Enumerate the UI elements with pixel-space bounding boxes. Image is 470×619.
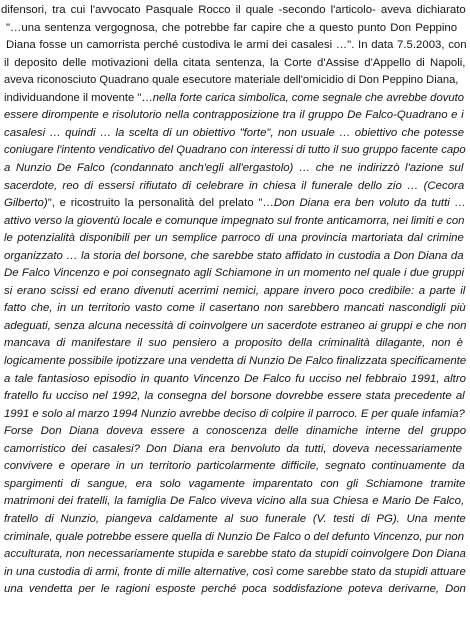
italic-quote-text: essere dirompente e risolutorio nella contrapposizione tra il gruppo De Falco-Quadrano e i	[4, 109, 464, 122]
text-line	[4, 442, 462, 457]
text-line	[4, 547, 466, 562]
text-line	[4, 372, 466, 387]
text-line	[4, 424, 466, 439]
italic-quote-text: attivo verso la gioventù locale e comunque impegnato sul fronte anticamorra, nei limiti e con	[4, 214, 465, 227]
italic-quote-text: 1991 e solo al marzo 1994 Nunzio avrebbe deciso di colpire il parroco. E per quale infamia?	[4, 407, 465, 420]
italic-quote-text: organizzato … la storia del borsone, che sarebbe stato affidato in custodia a Don Diana da	[4, 249, 464, 262]
body-text: ", e ricostruito la personalità del prelato "…	[47, 197, 274, 210]
body-text: il deposito delle motivazioni della citata sentenza, la Corte d'Assise d'Appello di Napoli,	[4, 56, 466, 69]
body-text: individuandone il movente "…	[4, 91, 153, 104]
italic-quote-text: nella forte carica simbolica, come segnale che avrebbe dovuto	[152, 91, 465, 104]
italic-quote-text: camorristico dei casalesi?	[4, 442, 141, 455]
italic-quote-text: convivere e operare in un territorio particolarmente difficile, segnato continuamente da	[4, 460, 465, 473]
text-line	[4, 512, 466, 527]
italic-quote-text: in una custodia di armi, fronte di mille alternative, così come sarebbe stato da stupidi attuare	[4, 565, 466, 578]
italic-quote-text: criminale, quale potrebbe essere quella di Nunzio De Falco o del defunto Vincenzo, pur non	[4, 530, 465, 543]
text-line	[4, 284, 465, 299]
italic-quote-text: fratello fu ucciso nel 1992, la consegna del borsone dovrebbe essere stata precedente al	[4, 390, 465, 403]
italic-quote-text: fatto che, in un territorio vasto come il casertano non sarebbero mancati nascondigli più	[4, 302, 466, 315]
text-line	[4, 582, 466, 597]
text-line	[4, 126, 464, 141]
italic-quote-text: Don Diana era ben voluto da tutti …	[273, 197, 466, 210]
text-line	[4, 196, 466, 211]
text-line	[4, 319, 466, 334]
italic-quote-text: mancava di manifestare il suo pensiero a proposito della criminalità dilagante, non è	[4, 337, 463, 350]
text-line	[4, 530, 464, 545]
italic-quote-text: sacerdote, reo di essersi rifiutato di celebrare in chiesa il funerale dello zio … (Cecora	[4, 179, 465, 192]
text-line	[4, 179, 464, 194]
italic-quote-text: si erano scissi ed erano divenuti acerrimi nemici, appare invero poco credibile: a parte il	[4, 284, 466, 297]
text-line	[4, 407, 465, 422]
text-line	[4, 231, 464, 246]
italic-quote-text: una vendetta per le ragioni esposte perché poca soddisfazione poteva derivarne, Don	[4, 583, 466, 596]
italic-quote-text: adeguati, senza alcuna necessità di coinvolgere un sacerdote estraneo ai gruppi e che non	[4, 319, 467, 332]
text-line	[4, 301, 466, 316]
italic-quote-text: acculturata, non necessariamente stupida e sarebbe stato da stupidi coinvolgere Don Diana	[4, 548, 466, 561]
body-text: Diana fosse un camorrista perché custodiva le armi dei casalesi …". In data 7.5.2003, con	[6, 39, 467, 52]
italic-quote-text: a tale fantasioso episodio in quanto Vincenzo De Falco fu ucciso nel febbraio 1991, altro	[4, 372, 466, 385]
italic-quote-text: Don Diana era benvoluto da tutti, doveva necessariamente	[140, 442, 462, 455]
text-line	[1, 3, 466, 18]
text-line	[4, 336, 463, 351]
text-line	[4, 73, 458, 88]
body-text: aveva riconosciuto Quadrano quale esecutore materiale dell'omicidio di Don Peppino Diana,	[4, 74, 459, 87]
text-line	[4, 108, 464, 123]
italic-quote-text: Gilberto)	[4, 197, 48, 210]
text-line	[6, 38, 467, 53]
text-line	[4, 266, 464, 281]
text-line	[4, 143, 466, 158]
italic-quote-text: spargimenti di sangue, era solo vagamente imparentato con gli Schiamone tramite	[4, 477, 466, 490]
text-line	[6, 21, 457, 36]
text-line	[4, 249, 464, 264]
italic-quote-text: le potenzialità disponibili per un semplice parroco di una provincia martoriata dal crimine	[4, 232, 464, 245]
text-line	[4, 161, 463, 176]
body-text: difensori, tra cui l'avvocato Pasquale Rocco il quale -secondo l'articolo- aveva dichiarato	[1, 4, 466, 16]
text-line	[4, 494, 464, 509]
italic-quote-text: Forse Don Diana doveva essere a conoscenza delle dinamiche interne del gruppo	[4, 425, 467, 438]
text-line	[4, 91, 464, 106]
text-line	[4, 565, 466, 580]
text-line	[4, 214, 464, 229]
italic-quote-text: coniugare l'intento vendicativo del Quadrano con interessi di tutto il suo gruppo facente capo	[4, 144, 466, 157]
italic-quote-text: a Nunzio De Falco (condannato anch'egli all'ergastolo) … che ne indirizzò l'azione sul	[4, 161, 464, 174]
italic-quote-text: matrimoni dei fratelli, la famiglia De Falco viveva vicino alla sua Chiesa e Mario De Falco,	[4, 495, 465, 508]
text-line	[4, 477, 465, 492]
italic-quote-text: logicamente possibile ipotizzare una vendetta di Nunzio De Falco finalizzata specificamente	[4, 355, 467, 367]
text-line	[4, 459, 465, 474]
text-line	[4, 354, 466, 369]
italic-quote-text: fratello di Nunzio, piangeva caldamente al suo funerale (V. testi di PG). Una mente	[4, 512, 466, 525]
text-line	[4, 56, 465, 71]
body-text: "…una sentenza vergognosa, che potrebbe far capire che a questo punto Don Peppino	[6, 21, 458, 34]
italic-quote-text: De Falco Vincenzo e poi consegnato agli Schiamone in un momento nel quale i due gruppi	[4, 267, 464, 280]
text-line	[4, 389, 465, 404]
italic-quote-text: casalesi … quindi … la scelta di un obiettivo "forte", non usuale … obiettivo che potesse	[4, 126, 465, 139]
